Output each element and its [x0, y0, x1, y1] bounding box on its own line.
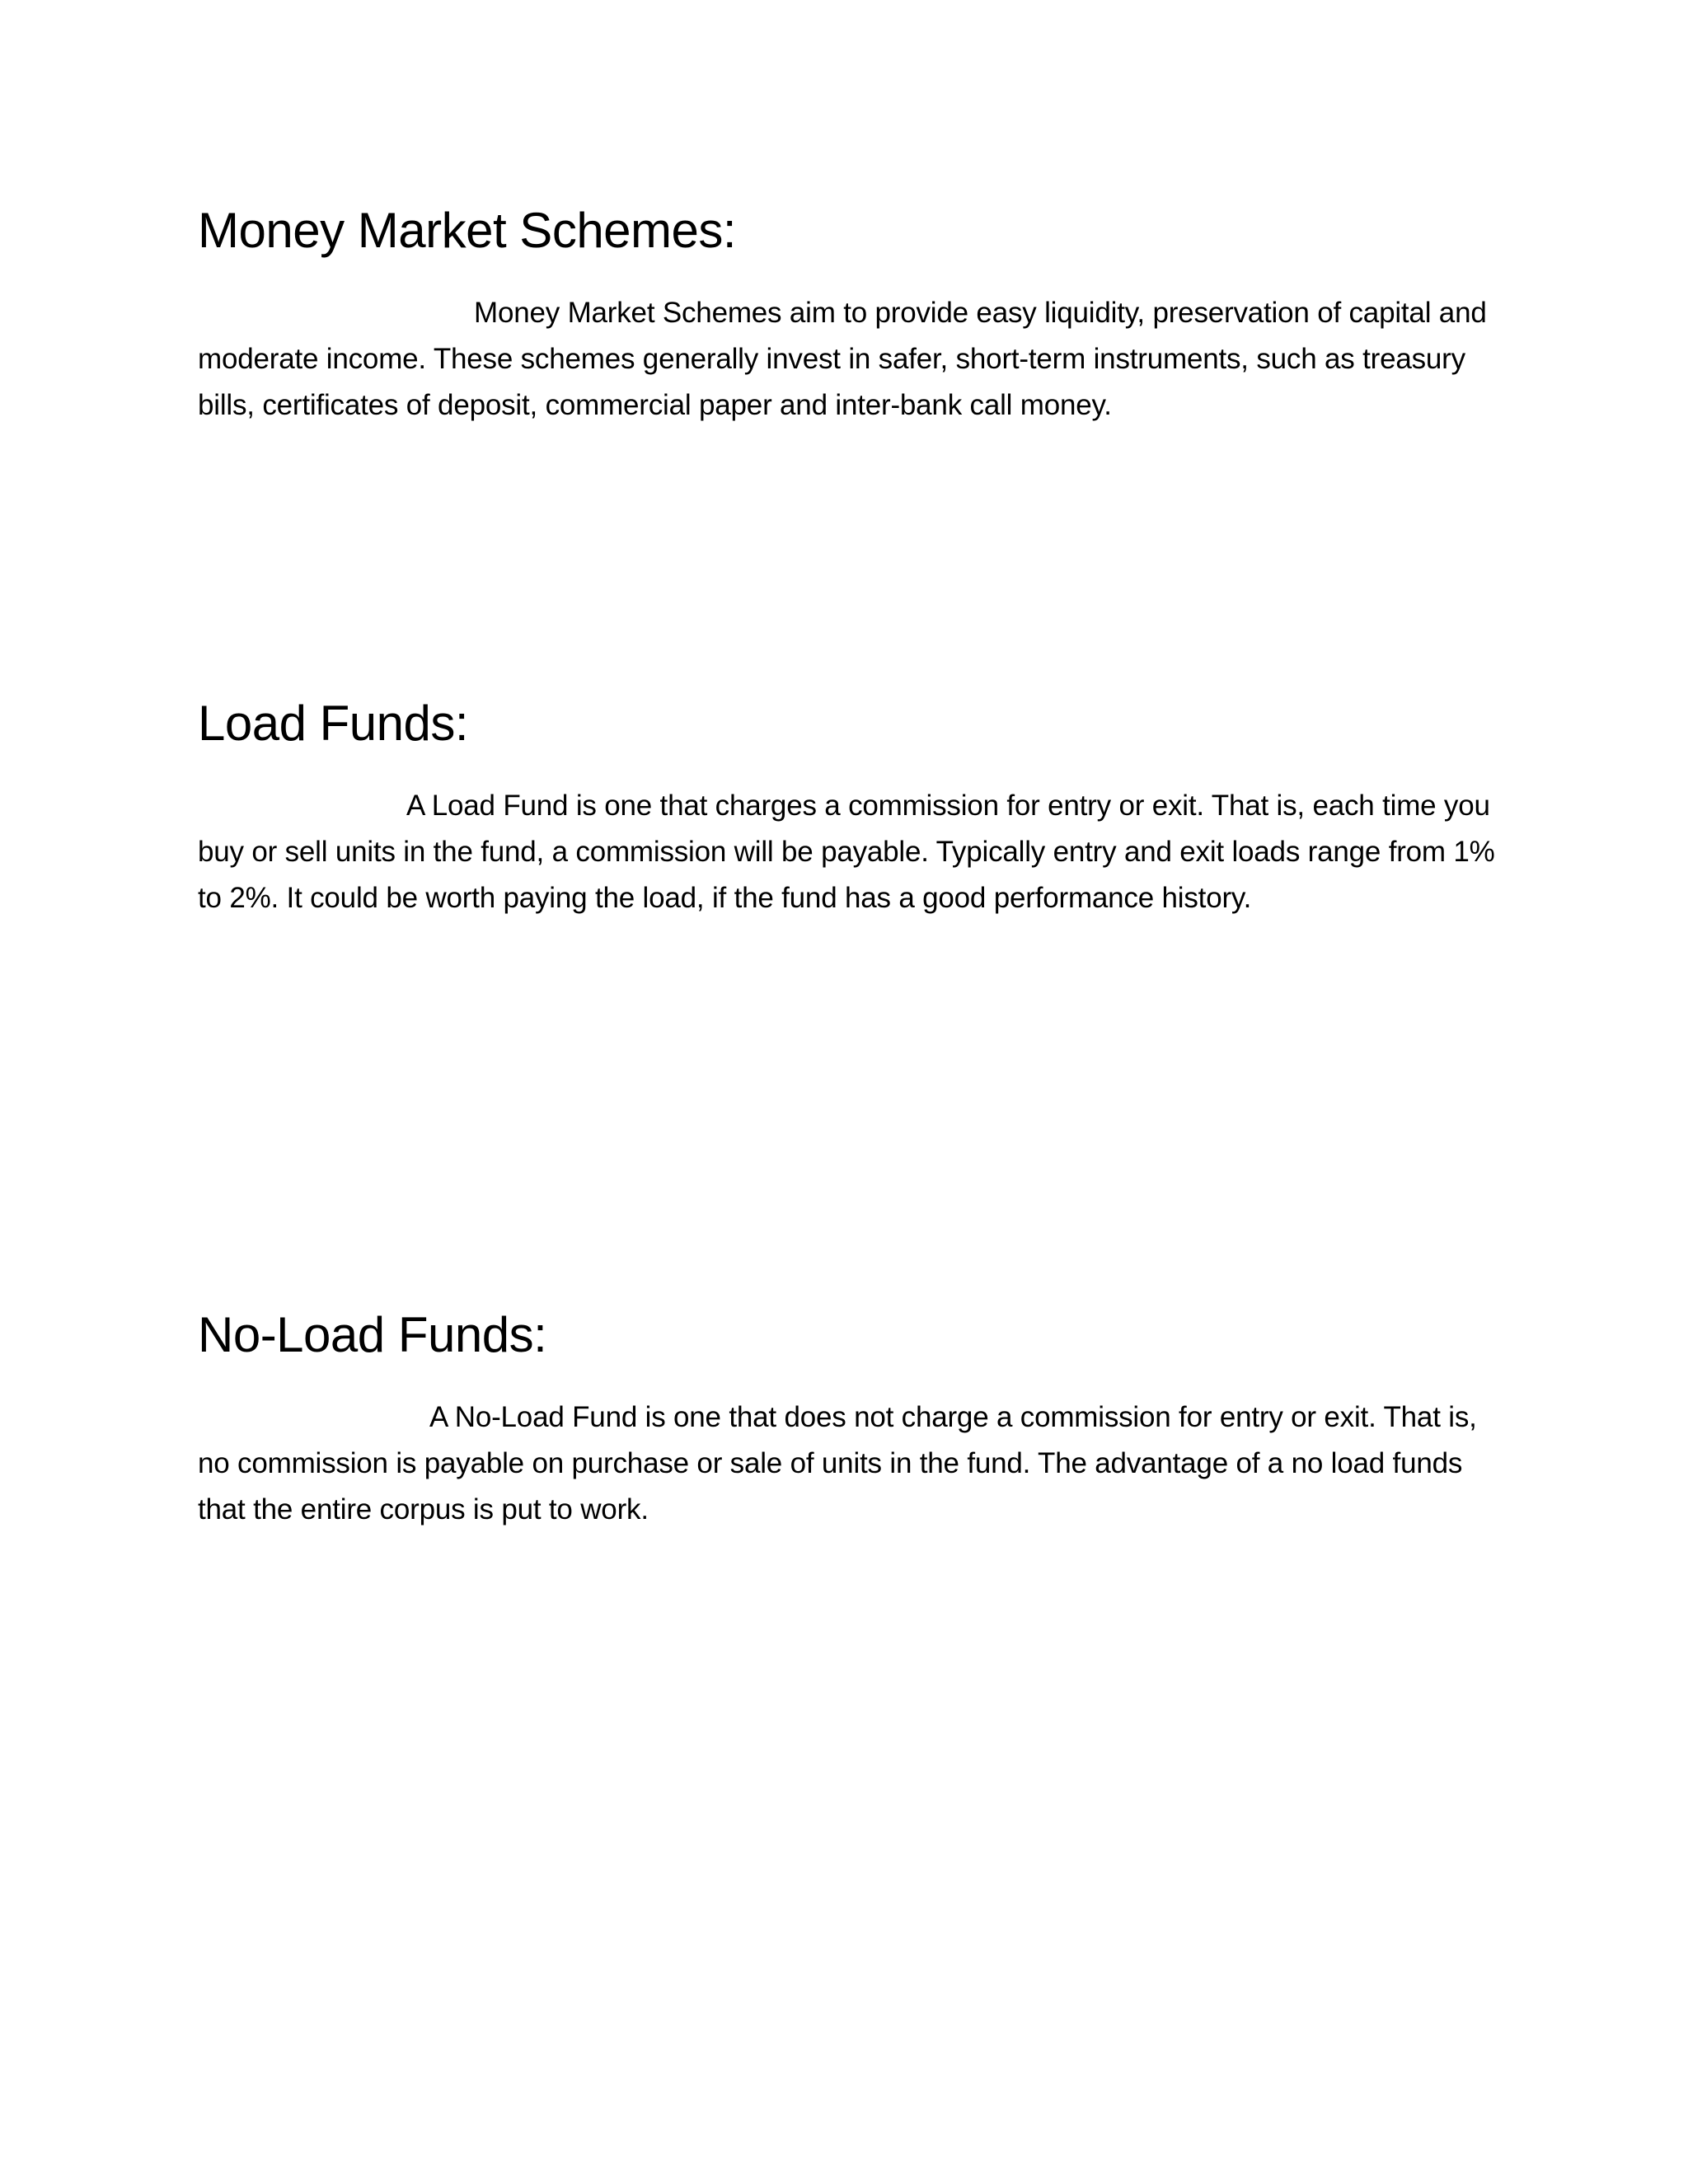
section-paragraph: A Load Fund is one that charges a commission for entry or exit. That is, each time you buy or sell units in the fund, a commission will be payable. Typically entry and exit loads range from 1% to 2%. It could be worth paying the load, if the fund has a good performance history. [198, 790, 1495, 914]
section-paragraph: Money Market Schemes aim to provide easy liquidity, preservation of capital and moderate income. These schemes generally invest in safer, short-term instruments, such as treasury bills, certificates of deposit, commercial paper and inter-bank call money. [198, 297, 1487, 421]
section-heading: Load Funds: [198, 696, 469, 751]
section-load-funds [198, 694, 1500, 921]
section-heading: Money Market Schemes: [198, 203, 737, 258]
section-no-load-funds [198, 1305, 1500, 1533]
section-heading: No-Load Funds: [198, 1307, 547, 1362]
section-money-market-schemes [198, 201, 1500, 429]
section-paragraph: A No-Load Fund is one that does not charge a commission for entry or exit. That is, no commission is payable on purchase or sale of units in the fund. The advantage of a no load funds that the entire corpus is put to work. [198, 1401, 1477, 1526]
